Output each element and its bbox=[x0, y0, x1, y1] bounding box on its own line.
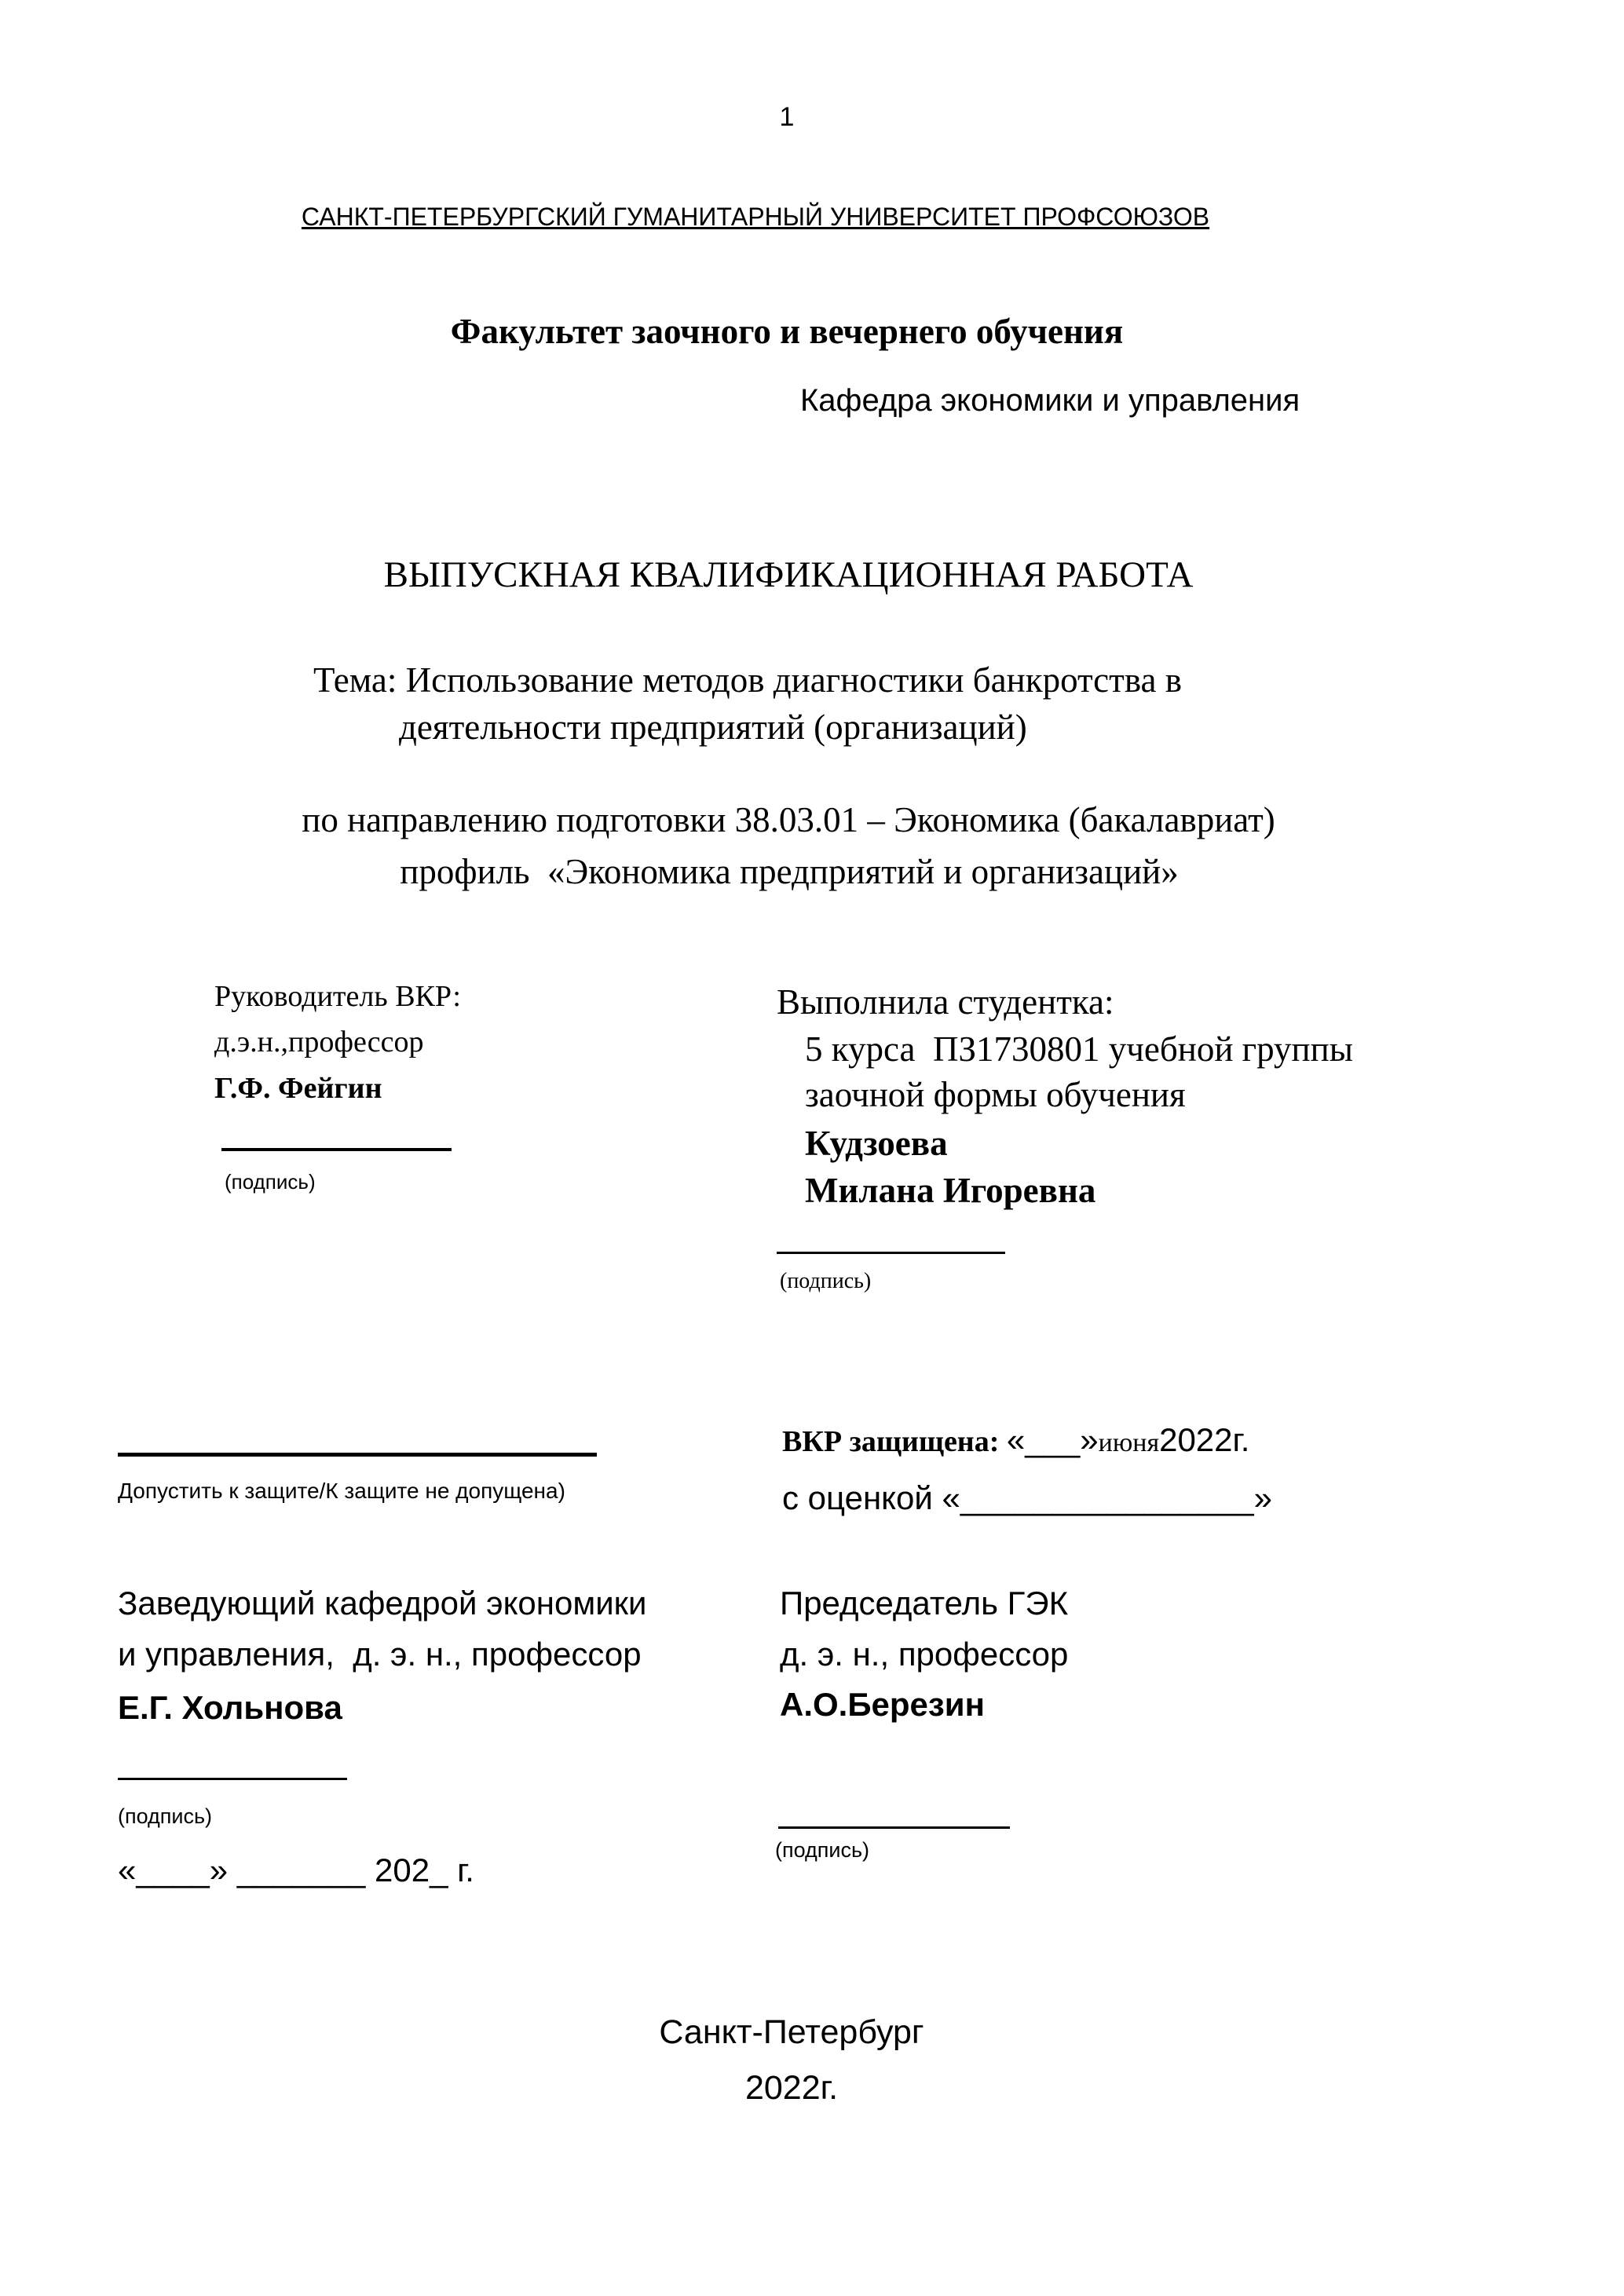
faculty-name: Факультет заочного и вечернего обучения bbox=[450, 312, 1124, 351]
head-name: Е.Г. Хольнова bbox=[118, 1689, 342, 1726]
footer-city: Санкт-Петербург bbox=[659, 2013, 924, 2051]
supervisor-degree: д.э.н.,профессор bbox=[214, 1026, 424, 1058]
defense-label: ВКР защищена: bbox=[782, 1425, 1007, 1458]
gek-signature-label: (подпись) bbox=[775, 1838, 870, 1862]
admission-label: Допустить к защите/К защите не допущена) bbox=[118, 1479, 565, 1503]
student-surname: Кудзоева bbox=[805, 1124, 948, 1163]
student-label: Выполнила студентка: bbox=[777, 982, 1114, 1022]
gek-name: А.О.Березин bbox=[780, 1686, 985, 1723]
department-name: Кафедра экономики и управления bbox=[800, 383, 1300, 418]
supervisor-label: Руководитель ВКР: bbox=[214, 980, 461, 1013]
gek-signature-line bbox=[778, 1826, 1010, 1829]
university-name: САНКТ-ПЕТЕРБУРГСКИЙ ГУМАНИТАРНЫЙ УНИВЕРСИТЕТ ПРОФСОЮЗОВ bbox=[301, 203, 1210, 231]
admission-signature-line bbox=[118, 1453, 597, 1457]
head-date: «____» _______ 202_ г. bbox=[118, 1852, 474, 1888]
page-number: 1 bbox=[779, 102, 795, 132]
defense-year: 2022г. bbox=[1159, 1421, 1250, 1458]
student-signature-label: (подпись) bbox=[780, 1269, 872, 1293]
student-course: 5 курса ПЗ1730801 учебной группы bbox=[805, 1029, 1353, 1069]
head-signature-label: (подпись) bbox=[118, 1804, 213, 1828]
head-title-line-2: и управления, д. э. н., профессор bbox=[118, 1636, 642, 1673]
topic-line-2: деятельности предприятий (организаций) bbox=[399, 707, 1027, 747]
defense-date-row bbox=[782, 1421, 1250, 1458]
gek-title-line-1: Председатель ГЭК bbox=[780, 1585, 1069, 1621]
supervisor-name: Г.Ф. Фейгин bbox=[214, 1072, 382, 1105]
defense-month: июня bbox=[1098, 1428, 1160, 1457]
student-signature-line bbox=[777, 1252, 1005, 1254]
student-name: Милана Игоревна bbox=[805, 1171, 1096, 1210]
student-form: заочной формы обучения bbox=[805, 1075, 1186, 1114]
topic-line-1: Тема: Использование методов диагностики банкротства в bbox=[313, 660, 1182, 700]
direction-line-2: профиль «Экономика предприятий и организаций» bbox=[400, 852, 1179, 891]
direction-line-1: по направлению подготовки 38.03.01 – Экономика (бакалавриат) bbox=[302, 800, 1275, 839]
footer-year: 2022г. bbox=[744, 2069, 839, 2107]
supervisor-signature-line bbox=[221, 1148, 452, 1151]
defense-day: «___» bbox=[1006, 1421, 1099, 1458]
head-signature-line bbox=[118, 1778, 347, 1780]
gek-title-line-2: д. э. н., профессор bbox=[780, 1636, 1069, 1673]
defense-grade: с оценкой «________________» bbox=[782, 1479, 1272, 1516]
supervisor-signature-label: (подпись) bbox=[225, 1170, 316, 1194]
work-type-title: ВЫПУСКНАЯ КВАЛИФИКАЦИОННАЯ РАБОТА bbox=[383, 554, 1194, 595]
head-title-line-1: Заведующий кафедрой экономики bbox=[118, 1585, 647, 1621]
